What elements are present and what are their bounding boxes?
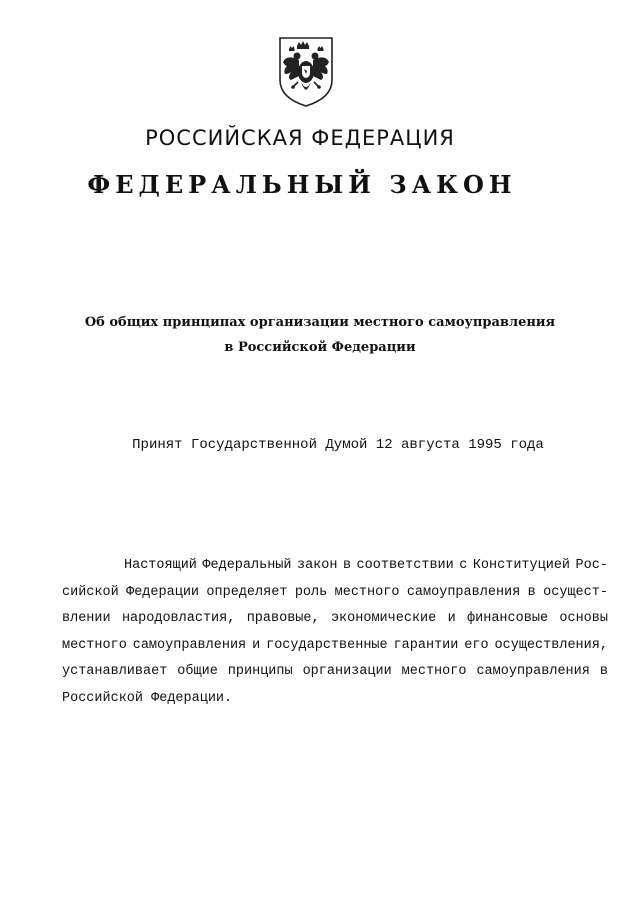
word: в xyxy=(527,584,536,600)
word: экономические xyxy=(330,611,437,626)
word: с xyxy=(459,558,468,573)
word: местного xyxy=(334,584,400,600)
word: правовые, xyxy=(246,611,320,626)
preamble-line xyxy=(62,553,608,580)
word: сийской xyxy=(62,584,119,600)
adoption-note: Принят Государственной Думой 12 августа 1995 года xyxy=(132,437,544,453)
law-title-line-1: Об общих принципах организации местного самоуправления xyxy=(84,315,556,330)
word: его xyxy=(464,637,489,653)
word: финансовые xyxy=(467,611,549,626)
preamble-line xyxy=(62,606,608,633)
word: Настоящий xyxy=(124,558,197,573)
word: в xyxy=(342,558,352,573)
law-title xyxy=(60,310,580,360)
document-type-heading: ФЕДЕРАЛЬНЫЙ ЗАКОН xyxy=(87,170,517,199)
word: устанавливает xyxy=(62,664,168,679)
word: Федерации xyxy=(126,584,200,600)
preamble-line xyxy=(62,633,608,660)
word: народовластия, xyxy=(121,611,236,626)
word: самоуправления xyxy=(406,584,521,600)
word: роль xyxy=(294,584,328,600)
preamble-line xyxy=(62,580,608,607)
word: основы xyxy=(559,611,608,626)
law-title-line-2: в Российской Федерации xyxy=(224,340,416,355)
word: влении xyxy=(62,611,111,626)
preamble-paragraph xyxy=(62,553,608,712)
word: государственные xyxy=(266,637,388,653)
word: самоуправления xyxy=(476,664,590,679)
word: Рос- xyxy=(575,558,608,573)
country-heading: РОССИЙСКАЯ ФЕДЕРАЦИЯ xyxy=(145,126,455,150)
word: и xyxy=(252,637,261,653)
word: осуществления, xyxy=(494,637,608,653)
word: общие xyxy=(177,664,218,679)
word: и xyxy=(447,611,456,626)
word: самоуправления xyxy=(132,637,247,653)
word: Конституцией xyxy=(472,558,571,573)
word: местного xyxy=(62,637,127,653)
russian-coat-of-arms-icon xyxy=(277,36,335,108)
word: принципы xyxy=(227,664,293,679)
word: в xyxy=(599,664,608,679)
word: местного xyxy=(401,664,467,679)
word: соответствии xyxy=(356,558,454,573)
word: осущест- xyxy=(543,584,608,600)
word: Федеральный xyxy=(202,558,292,573)
word: закон xyxy=(296,558,338,573)
preamble-line xyxy=(62,659,608,686)
word: организации xyxy=(302,664,392,679)
word: гарантии xyxy=(393,637,459,653)
word: определяет xyxy=(206,584,288,600)
preamble-line: Российской Федерации. xyxy=(62,690,233,706)
